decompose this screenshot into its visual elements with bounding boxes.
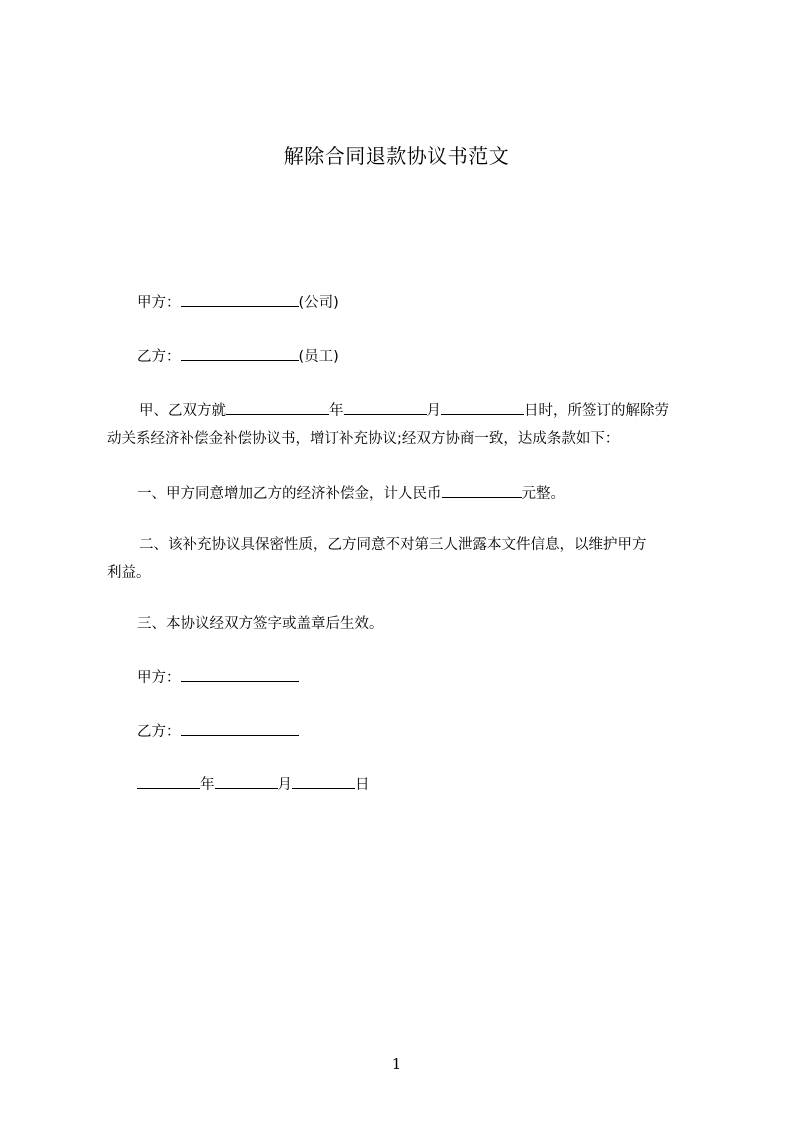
party-b-blank xyxy=(181,346,299,361)
intro-day-blank xyxy=(441,400,524,415)
intro-month: 月 xyxy=(426,403,441,419)
clause-3: 三、本协议经双方签字或盖章后生效。 xyxy=(137,616,384,632)
intro-day-suffix: 日时，所签订的解除劳 xyxy=(524,403,669,419)
signature-party-b xyxy=(137,720,299,741)
intro-prefix: 甲、乙双方就 xyxy=(139,403,226,419)
party-b-suffix: (员工) xyxy=(298,349,339,365)
intro-year-blank xyxy=(226,400,329,415)
date-day: 日 xyxy=(355,777,370,793)
date-day-blank xyxy=(292,774,355,789)
party-a-suffix: (公司) xyxy=(298,295,339,311)
signature-party-a-label: 甲方： xyxy=(137,670,181,686)
date-year: 年 xyxy=(200,777,215,793)
signature-party-b-label: 乙方： xyxy=(137,724,181,740)
intro-year: 年 xyxy=(329,403,344,419)
signature-party-a-blank xyxy=(181,667,299,682)
page-number: 1 xyxy=(391,1055,402,1073)
signature-party-b-blank xyxy=(181,721,299,736)
intro-month-blank xyxy=(344,400,427,415)
document-title: 解除合同退款协议书范文 xyxy=(283,144,510,168)
date-month: 月 xyxy=(277,777,292,793)
party-a-label: 甲方： xyxy=(137,295,181,311)
clause-2-line-2: 利益。 xyxy=(107,565,151,581)
date-month-blank xyxy=(215,774,278,789)
party-a-header xyxy=(137,291,339,312)
signature-party-a xyxy=(137,666,299,687)
party-a-blank xyxy=(181,292,299,307)
clause-1-prefix: 一、甲方同意增加乙方的经济补偿金，计人民币 xyxy=(137,486,442,502)
clause-2-line-1: 二、该补充协议具保密性质，乙方同意不对第三人泄露本文件信息，以维护甲方 xyxy=(139,537,647,553)
date-year-blank xyxy=(137,774,200,789)
intro-line-1 xyxy=(139,399,669,420)
party-b-label: 乙方： xyxy=(137,349,181,365)
signature-date xyxy=(137,773,370,794)
clause-1 xyxy=(137,482,565,503)
clause-1-suffix: 元整。 xyxy=(521,486,565,502)
party-b-header xyxy=(137,345,339,366)
intro-line-2: 动关系经济补偿金补偿协议书，增订补充协议;经双方协商一致，达成条款如下： xyxy=(107,431,620,447)
clause-1-amount-blank xyxy=(442,483,522,498)
